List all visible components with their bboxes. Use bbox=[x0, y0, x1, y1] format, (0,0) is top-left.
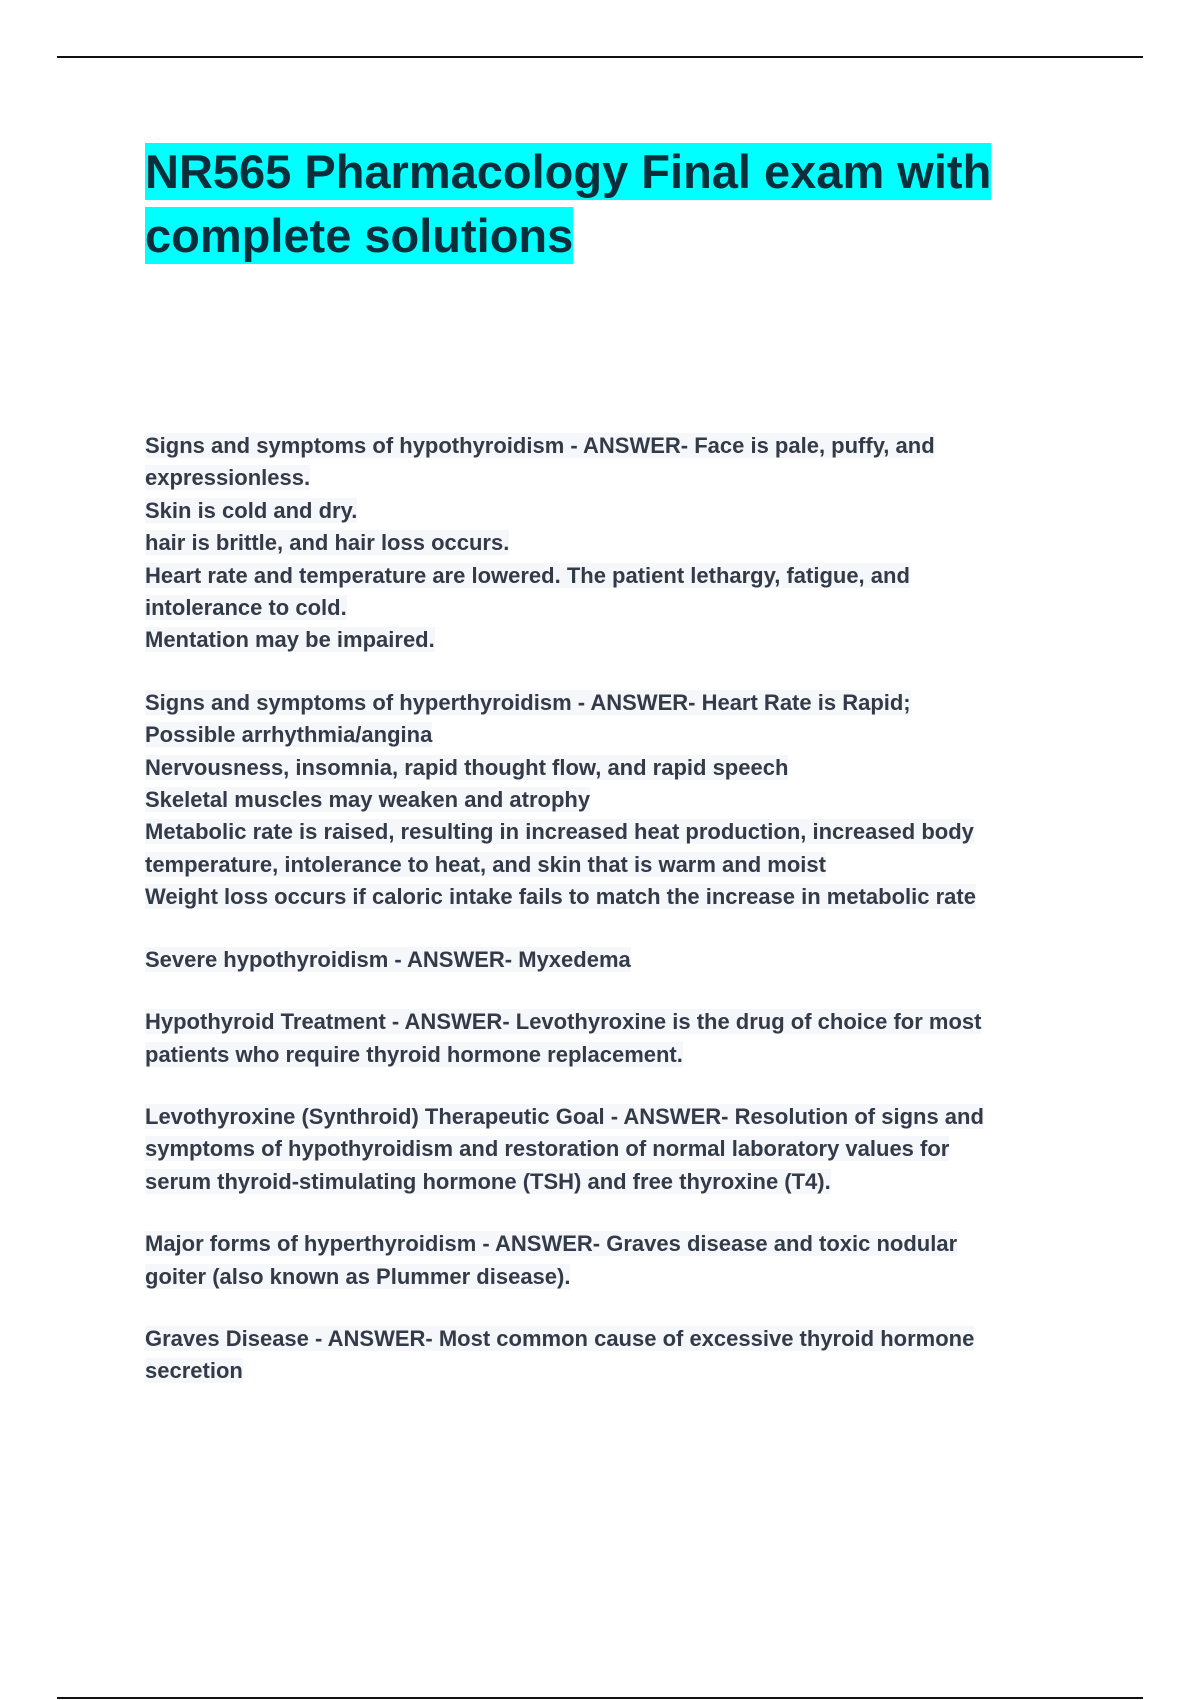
qa-line-text: goiter (also known as Plummer disease). bbox=[145, 1263, 571, 1289]
qa-item bbox=[145, 1323, 1085, 1388]
qa-line-text: Skeletal muscles may weaken and atrophy bbox=[145, 787, 591, 813]
qa-line-text: secretion bbox=[145, 1358, 243, 1384]
qa-line-text: Metabolic rate is raised, resulting in increased heat production, increased body bbox=[145, 819, 974, 845]
qa-line-text: Hypothyroid Treatment - ANSWER- Levothyroxine is the drug of choice for most bbox=[145, 1009, 982, 1035]
qa-line bbox=[145, 784, 1085, 816]
qa-line bbox=[145, 1039, 1085, 1071]
qa-line-text: expressionless. bbox=[145, 465, 311, 491]
qa-line-text: Nervousness, insomnia, rapid thought flow, and rapid speech bbox=[145, 754, 789, 780]
qa-line-text: Skin is cold and dry. bbox=[145, 497, 358, 523]
qa-item bbox=[145, 944, 1085, 976]
qa-line bbox=[145, 719, 1085, 751]
qa-line bbox=[145, 881, 1085, 913]
qa-line-text: Levothyroxine (Synthroid) Therapeutic Goal - ANSWER- Resolution of signs and bbox=[145, 1103, 984, 1129]
qa-line-text: hair is brittle, and hair loss occurs. bbox=[145, 530, 510, 556]
qa-item bbox=[145, 1006, 1085, 1071]
qa-line bbox=[145, 1355, 1085, 1387]
qa-line-text: Signs and symptoms of hypothyroidism - ANSWER- Face is pale, puffy, and bbox=[145, 433, 935, 458]
qa-line-text: Signs and symptoms of hyperthyroidism - ANSWER- Heart Rate is Rapid; bbox=[145, 689, 911, 715]
qa-line-text: Graves Disease - ANSWER- Most common cause of excessive thyroid hormone bbox=[145, 1325, 975, 1351]
qa-line bbox=[145, 624, 1085, 656]
qa-item bbox=[145, 687, 1085, 914]
qa-item bbox=[145, 1101, 1085, 1198]
qa-line-text: Severe hypothyroidism - ANSWER- Myxedema bbox=[145, 946, 631, 972]
qa-line-text: serum thyroid-stimulating hormone (TSH) and free thyroxine (T4). bbox=[145, 1168, 831, 1194]
qa-line bbox=[145, 592, 1085, 624]
qa-line bbox=[145, 849, 1085, 881]
qa-item bbox=[145, 430, 1085, 657]
document-title bbox=[145, 140, 1045, 268]
qa-line bbox=[145, 944, 1085, 976]
title-line-2: complete solutions bbox=[145, 209, 574, 262]
qa-line-text: Possible arrhythmia/angina bbox=[145, 722, 433, 748]
qa-line bbox=[145, 1006, 1085, 1038]
qa-line bbox=[145, 1133, 1085, 1165]
qa-item bbox=[145, 1228, 1085, 1293]
top-rule bbox=[57, 56, 1143, 58]
qa-line bbox=[145, 816, 1085, 848]
qa-line bbox=[145, 430, 1085, 462]
qa-line bbox=[145, 1101, 1085, 1133]
bottom-rule bbox=[57, 1697, 1143, 1699]
qa-line bbox=[145, 752, 1085, 784]
qa-line bbox=[145, 687, 1085, 719]
qa-line bbox=[145, 1228, 1085, 1260]
qa-line-text: Mentation may be impaired. bbox=[145, 627, 435, 653]
qa-line-text: Heart rate and temperature are lowered. The patient lethargy, fatigue, and bbox=[145, 562, 910, 588]
qa-line bbox=[145, 462, 1085, 494]
qa-line bbox=[145, 1166, 1085, 1198]
qa-line-text: Weight loss occurs if caloric intake fails to match the increase in metabolic rate bbox=[145, 884, 976, 910]
qa-line bbox=[145, 1323, 1085, 1355]
qa-list bbox=[145, 430, 1085, 1418]
qa-line-text: temperature, intolerance to heat, and skin that is warm and moist bbox=[145, 851, 826, 877]
qa-line-text: patients who require thyroid hormone replacement. bbox=[145, 1041, 683, 1067]
qa-line bbox=[145, 495, 1085, 527]
qa-line bbox=[145, 527, 1085, 559]
qa-line bbox=[145, 1261, 1085, 1293]
qa-line-text: symptoms of hypothyroidism and restoration of normal laboratory values for bbox=[145, 1136, 950, 1162]
qa-line bbox=[145, 560, 1085, 592]
qa-line-text: Major forms of hyperthyroidism - ANSWER- Graves disease and toxic nodular bbox=[145, 1231, 958, 1257]
qa-line-text: intolerance to cold. bbox=[145, 595, 347, 621]
title-line-1: NR565 Pharmacology Final exam with bbox=[145, 145, 992, 198]
